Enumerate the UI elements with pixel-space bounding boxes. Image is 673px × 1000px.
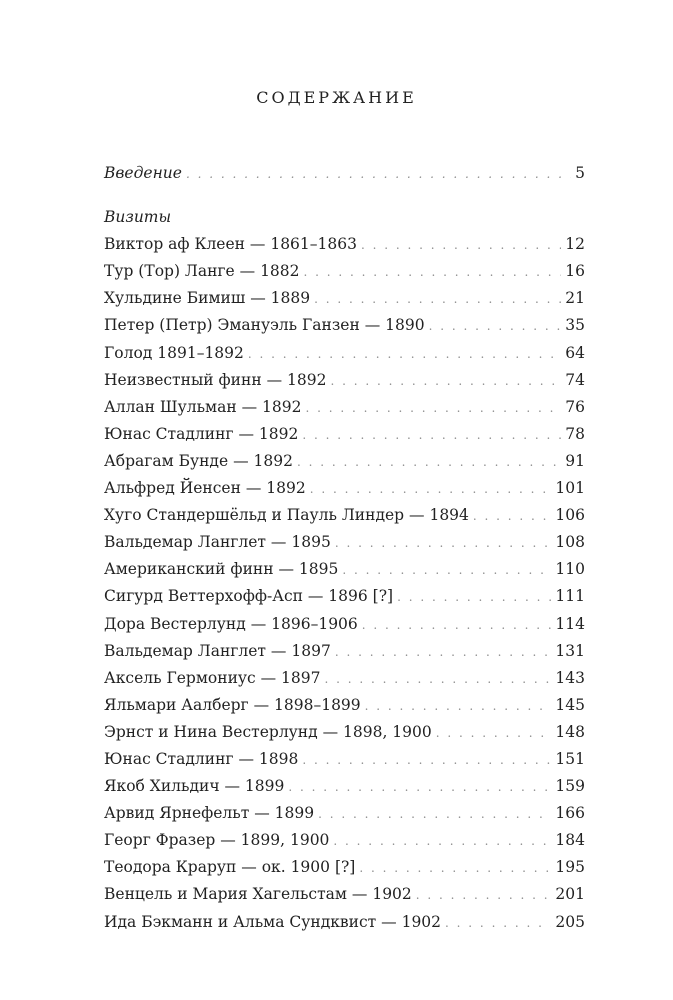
toc-entry-page: 64 <box>565 343 585 362</box>
toc-entry[interactable] <box>104 692 585 719</box>
toc-entry-page: 21 <box>565 289 585 308</box>
toc-entry-label: Вальдемар Ланглет — 1895 <box>104 533 331 552</box>
dot-leader <box>429 313 562 340</box>
dot-leader <box>330 368 561 395</box>
toc-entry-intro[interactable] <box>104 160 585 187</box>
toc-entry-label: Якоб Хильдич — 1899 <box>104 777 285 796</box>
dot-leader <box>436 720 552 747</box>
toc-entry-page: 195 <box>555 858 585 877</box>
toc-entry-label: Хуго Стандершёльд и Пауль Линдер — 1894 <box>104 506 469 525</box>
toc-entry[interactable] <box>104 800 585 827</box>
toc-entry-page: 143 <box>555 668 585 687</box>
toc-entry-label: Сигурд Веттерхофф-Асп — 1896 [?] <box>104 587 394 606</box>
dot-leader <box>310 476 552 503</box>
toc-entry-label: Голод 1891–1892 <box>104 343 244 362</box>
toc-entry[interactable] <box>104 312 585 339</box>
toc-entry-label: Абрагам Бунде — 1892 <box>104 451 293 470</box>
toc-entry-page: 201 <box>555 885 585 904</box>
toc-entry-page: 35 <box>565 316 585 335</box>
toc-entry-page: 159 <box>555 777 585 796</box>
toc-entry[interactable] <box>104 502 585 529</box>
toc-entry-page: 151 <box>555 749 585 768</box>
toc-entry-label: Тур (Тор) Ланге — 1882 <box>104 262 300 281</box>
toc-entry-label: Арвид Ярнефельт — 1899 <box>104 804 315 823</box>
toc-entry-label: Юнас Стадлинг — 1898 <box>104 749 299 768</box>
toc-entry[interactable] <box>104 448 585 475</box>
dot-leader <box>335 639 552 666</box>
toc-entry-page: 110 <box>555 560 585 579</box>
toc-entry[interactable] <box>104 394 585 421</box>
toc-entry-label: Введение <box>104 164 182 182</box>
dot-leader <box>445 910 551 937</box>
toc-entry-label: Венцель и Мария Хагельстам — 1902 <box>104 885 412 904</box>
toc-entry[interactable] <box>104 638 585 665</box>
toc-entry-label: Ида Бэкманн и Альма Сундквист — 1902 <box>104 912 442 931</box>
toc-entry-page: 108 <box>555 533 585 552</box>
toc-entry[interactable] <box>104 746 585 773</box>
dot-leader <box>473 503 552 530</box>
toc-entry[interactable] <box>104 421 585 448</box>
toc-entry[interactable] <box>104 285 585 312</box>
toc-entry[interactable] <box>104 367 585 394</box>
dot-leader <box>335 530 552 557</box>
toc-entry-label: Георг Фразер — 1899, 1900 <box>104 831 330 850</box>
toc-entry-page: 16 <box>565 262 585 281</box>
dot-leader <box>304 259 562 286</box>
toc-entry-label: Виктор аф Клеен — 1861–1863 <box>104 235 357 254</box>
toc-entry[interactable] <box>104 773 585 800</box>
toc-entry-label: Эрнст и Нина Вестерлунд — 1898, 1900 <box>104 722 432 741</box>
toc-entry-page: 166 <box>555 804 585 823</box>
toc-entry-page: 91 <box>565 451 585 470</box>
dot-leader <box>361 232 561 259</box>
table-of-contents <box>104 160 585 936</box>
toc-entry-page: 145 <box>555 695 585 714</box>
toc-entry-page: 184 <box>555 831 585 850</box>
dot-leader <box>186 161 571 188</box>
toc-entry-page: 101 <box>555 479 585 498</box>
toc-entries <box>104 231 585 935</box>
toc-entry-label: Дора Вестерлунд — 1896–1906 <box>104 614 358 633</box>
toc-entry-label: Вальдемар Ланглет — 1897 <box>104 641 331 660</box>
page-title: СОДЕРЖАНИЕ <box>256 88 417 107</box>
toc-entry[interactable] <box>104 719 585 746</box>
toc-entry[interactable] <box>104 665 585 692</box>
dot-leader <box>248 341 561 368</box>
dot-leader <box>362 612 552 639</box>
toc-entry-label: Теодора Краруп — ок. 1900 [?] <box>104 858 356 877</box>
toc-entry-page: 111 <box>555 587 585 606</box>
toc-entry[interactable] <box>104 556 585 583</box>
dot-leader <box>325 666 552 693</box>
toc-entry[interactable] <box>104 827 585 854</box>
toc-entry[interactable] <box>104 583 585 610</box>
toc-entry-page: 148 <box>555 722 585 741</box>
toc-entry-label: Аксель Гермониус — 1897 <box>104 668 321 687</box>
toc-entry[interactable] <box>104 611 585 638</box>
dot-leader <box>297 449 561 476</box>
toc-entry[interactable] <box>104 258 585 285</box>
toc-entry-label: Юнас Стадлинг — 1892 <box>104 424 299 443</box>
toc-entry[interactable] <box>104 529 585 556</box>
dot-leader <box>333 828 551 855</box>
toc-entry[interactable] <box>104 909 585 936</box>
toc-entry[interactable] <box>104 881 585 908</box>
toc-entry-label: Хульдине Бимиш — 1889 <box>104 289 311 308</box>
dot-leader <box>305 395 561 422</box>
toc-entry[interactable] <box>104 340 585 367</box>
toc-entry-label: Неизвестный финн — 1892 <box>104 370 327 389</box>
toc-entry[interactable] <box>104 231 585 258</box>
dot-leader <box>416 882 552 909</box>
toc-entry-label: Петер (Петр) Эмануэль Ганзен — 1890 <box>104 316 425 335</box>
toc-entry-page: 76 <box>565 397 585 416</box>
dot-leader <box>288 774 551 801</box>
toc-entry-page: 131 <box>555 641 585 660</box>
toc-entry[interactable] <box>104 854 585 881</box>
dot-leader <box>397 584 551 611</box>
toc-entry-page: 205 <box>555 912 585 931</box>
dot-leader <box>342 557 551 584</box>
section-heading: Визиты <box>104 208 172 227</box>
dot-leader <box>302 422 561 449</box>
dot-leader <box>302 747 551 774</box>
toc-entry-page: 5 <box>575 164 585 182</box>
dot-leader <box>365 693 552 720</box>
toc-entry-label: Аллан Шульман — 1892 <box>104 397 302 416</box>
dot-leader <box>318 801 551 828</box>
toc-entry[interactable] <box>104 475 585 502</box>
toc-entry-page: 106 <box>555 506 585 525</box>
toc-entry-page: 74 <box>565 370 585 389</box>
dot-leader <box>359 855 551 882</box>
dot-leader <box>314 286 561 313</box>
toc-entry-page: 114 <box>555 614 585 633</box>
toc-entry-label: Яльмари Аалберг — 1898–1899 <box>104 695 361 714</box>
toc-entry-page: 78 <box>565 424 585 443</box>
toc-entry-page: 12 <box>565 235 585 254</box>
toc-entry-label: Альфред Йенсен — 1892 <box>104 479 306 498</box>
toc-entry-label: Американский финн — 1895 <box>104 560 339 579</box>
